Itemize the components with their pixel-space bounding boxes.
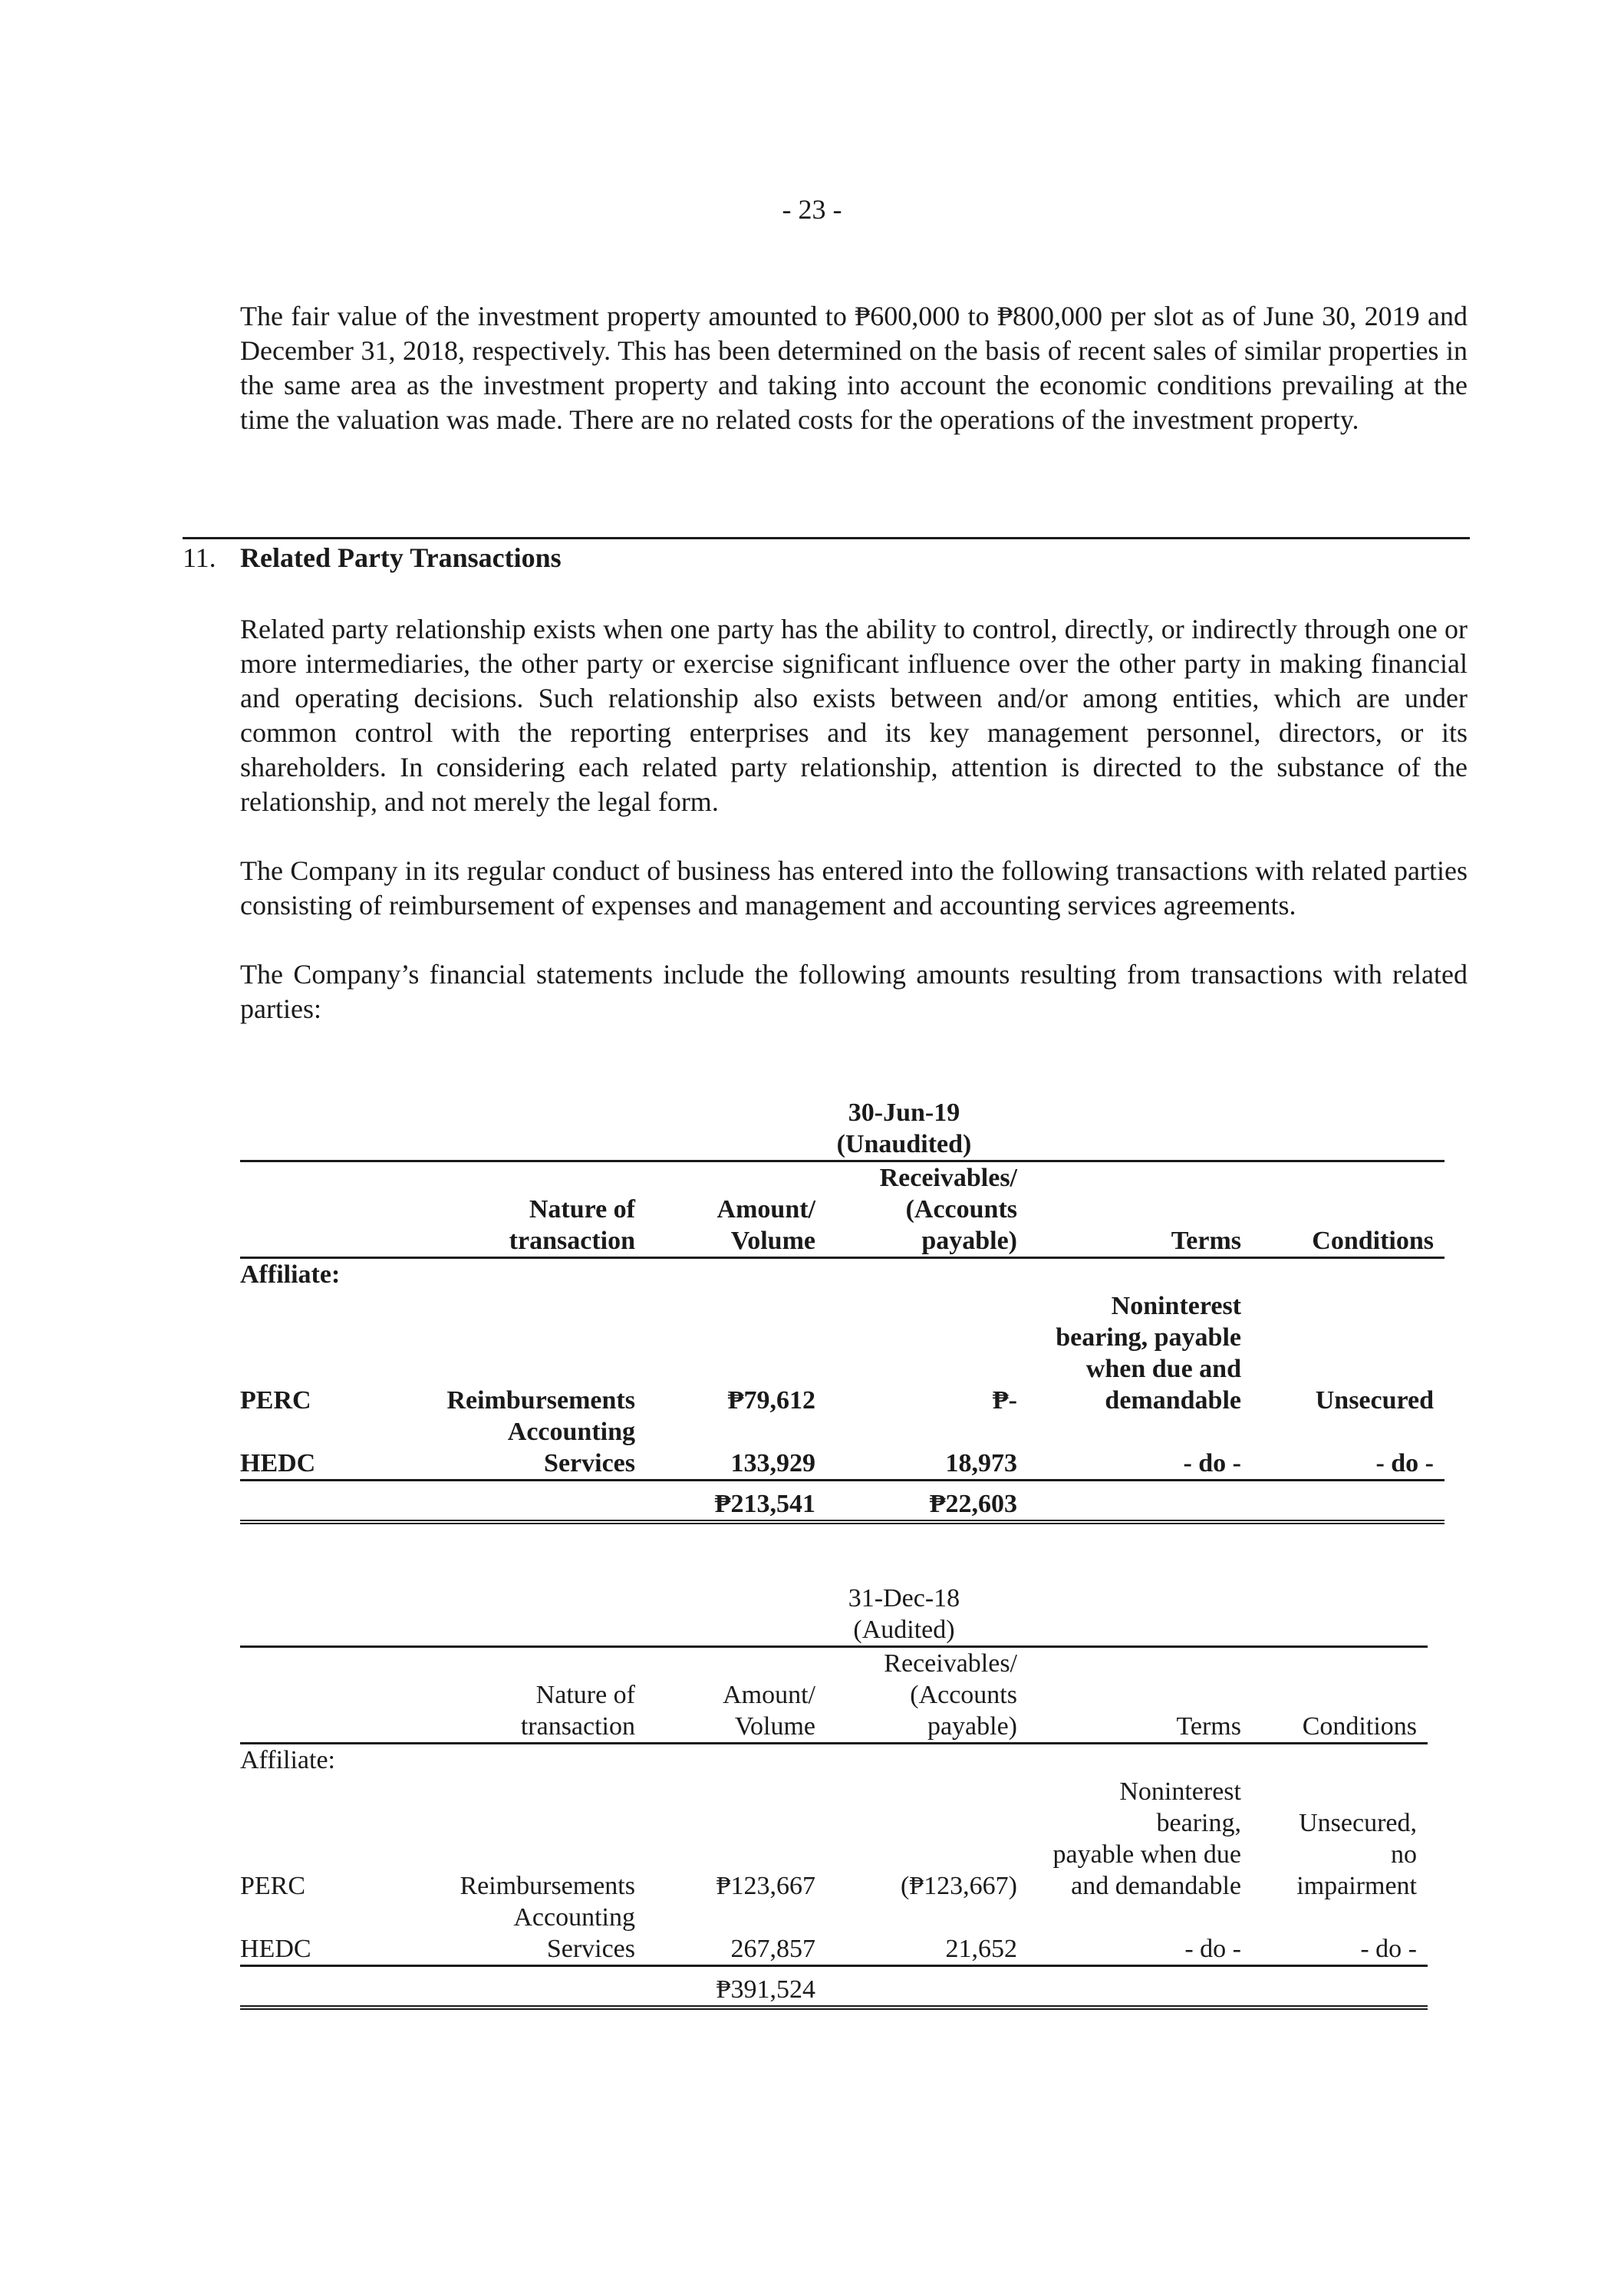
regular-conduct-paragraph: The Company in its regular conduct of business has entered into the following transactions with related parties consisting of reimbursement of expenses and management and accounting services agreements.: [240, 855, 1468, 921]
group-label-row: [240, 1744, 1428, 1777]
total-row: [240, 1966, 1428, 2008]
terms-header: Terms: [1028, 1647, 1252, 1744]
table-row: [240, 1416, 1444, 1481]
audit-status-label: (Audited): [853, 1616, 955, 1644]
terms-value: Noninterest bearing, payable when due and demandable: [1056, 1292, 1241, 1415]
group-label-row: [240, 1258, 1444, 1291]
party-name: PERC: [240, 1872, 306, 1900]
party-name: HEDC: [240, 1902, 409, 1966]
nature-value: Reimbursements: [446, 1386, 635, 1415]
receivable-value: ₱-: [992, 1386, 1017, 1415]
total-amount: ₱213,541: [646, 1481, 826, 1523]
table-row: [240, 1776, 1428, 1902]
receivables-header: Receivables/ (Accounts payable): [826, 1161, 1028, 1258]
nature-header: Nature of transaction: [409, 1161, 646, 1258]
statements-include-paragraph: The Company’s financial statements include the following amounts resulting from transactions with related parties:: [240, 959, 1468, 1024]
investment-fair-value-paragraph: The fair value of the investment property amounted to ₱600,000 to ₱800,000 per slot as of June 30, 2019 and December 31, 2018, respectively. This has been determined on the basis of recent sales of similar properties in the same area as the investment property and taking into account the economic conditions prevailing at the time the valuation was made. There are no related costs for the operations of the investment property.: [240, 301, 1468, 435]
amount-value: ₱79,612: [727, 1386, 815, 1415]
group-label: Affiliate:: [240, 1746, 335, 1774]
receivable-value: (₱123,667): [900, 1872, 1017, 1900]
period-label: 31-Dec-18: [848, 1584, 960, 1612]
nature-value: Reimbursements: [460, 1872, 635, 1900]
terms-value: - do -: [1028, 1416, 1252, 1481]
related-party-table-jun19: [240, 1097, 1444, 1524]
conditions-value: - do -: [1252, 1902, 1428, 1966]
nature-value: Accounting Services: [409, 1902, 646, 1966]
section-divider: [183, 537, 1470, 539]
amount-value: ₱123,667: [716, 1872, 815, 1900]
conditions-header: Conditions: [1252, 1647, 1428, 1744]
related-party-table-dec18: [240, 1583, 1428, 2010]
amount-value: 267,857: [646, 1902, 826, 1966]
column-header-row: [240, 1647, 1428, 1744]
page-number: - 23 -: [782, 194, 842, 225]
amount-header: Amount/ Volume: [646, 1161, 826, 1258]
period-label: 30-Jun-19: [848, 1099, 960, 1127]
party-name: PERC: [240, 1386, 311, 1415]
total-row: [240, 1481, 1444, 1523]
party-name: HEDC: [240, 1416, 409, 1481]
table-row: [240, 1290, 1444, 1416]
terms-value: Noninterest bearing, payable when due and demandable: [1052, 1777, 1241, 1900]
group-label: Affiliate:: [240, 1260, 341, 1289]
receivables-header: Receivables/ (Accounts payable): [826, 1647, 1028, 1744]
conditions-value: Unsecured: [1315, 1386, 1434, 1415]
conditions-value: - do -: [1252, 1416, 1444, 1481]
section-number: 11.: [183, 542, 216, 573]
receivable-value: 21,652: [826, 1902, 1028, 1966]
nature-value: Accounting Services: [409, 1416, 646, 1481]
terms-value: - do -: [1028, 1902, 1252, 1966]
amount-header: Amount/ Volume: [646, 1647, 826, 1744]
receivable-value: 18,973: [826, 1416, 1028, 1481]
total-receivable: ₱22,603: [826, 1481, 1028, 1523]
section-heading: [183, 542, 562, 574]
amount-value: 133,929: [646, 1416, 826, 1481]
period-header-row: [240, 1583, 1428, 1647]
section-title: Related Party Transactions: [240, 542, 562, 573]
nature-header: Nature of transaction: [409, 1647, 646, 1744]
column-header-row: [240, 1161, 1444, 1258]
conditions-header: Conditions: [1252, 1161, 1444, 1258]
total-amount: ₱391,524: [646, 1966, 826, 2008]
audit-status-label: (Unaudited): [836, 1130, 972, 1158]
relationship-definition-paragraph: Related party relationship exists when one party has the ability to control, directly, or indirectly through one or more intermediaries, the other party or exercise significant influence over the other party in making financial and operating decisions. Such relationship also exists between and/or among entities, which are under common control with the reporting enterprises and its key management personnel, directors, or its shareholders. In considering each related party relationship, attention is directed to the substance of the relationship, and not merely the legal form.: [240, 614, 1468, 817]
terms-header: Terms: [1028, 1161, 1252, 1258]
table-row: [240, 1902, 1428, 1966]
conditions-value: Unsecured, no impairment: [1296, 1809, 1417, 1900]
period-header-row: [240, 1097, 1444, 1161]
